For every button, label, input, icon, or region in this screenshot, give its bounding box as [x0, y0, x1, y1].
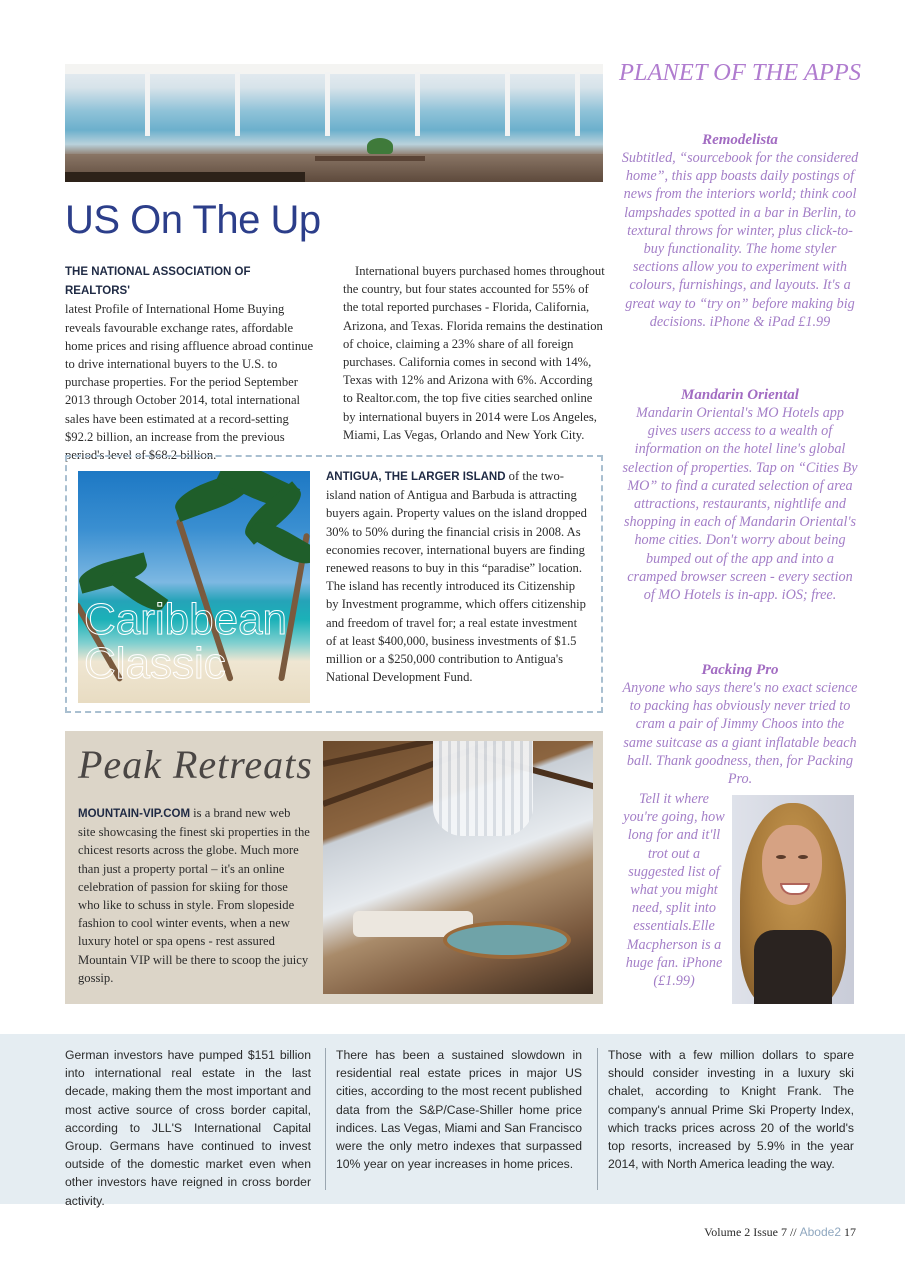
caribbean-text	[326, 467, 588, 686]
caribbean-lead: ANTIGUA, THE LARGER ISLAND	[326, 471, 506, 483]
article-title: US On The Up	[65, 198, 321, 242]
chalet-interior-photo	[323, 741, 593, 994]
app-mandarin-oriental	[620, 387, 860, 604]
app-description: Anyone who says there's no exact science to packing has obviously never tried to cram a pair of Jimmy Choos into the same suitcase as a giant inflatable beach ball. Thank goodness, then, for Packing Pro.	[622, 680, 858, 788]
article-column-2: International buyers purchased homes throughout the country, but four states accounted for 55% of the total reported purchases - Florida, California, Arizona, and Texas. Florida remains the destination of choice, claiming a 23% share of all foreign purchases. California comes in second with 14%, Texas with 12% and Arizona with 6%. According to Realtor.com, the top five cities searched online by international buyers in 2014 were Los Angeles, Miami, Las Vegas, Orlando and New York City.	[343, 264, 605, 442]
app-name: Remodelista	[702, 132, 778, 148]
caribbean-title: Caribbean Classic	[84, 595, 288, 688]
column-divider	[597, 1048, 598, 1190]
magazine-brand: Abode2	[799, 1225, 841, 1239]
news-brief-3: Those with a few million dollars to spare should consider investing in a luxury ski chalet, according to Knight Frank. The company's annual Prime Ski Property Index, which tracks prices across 20 of the world's top resorts, increased by 5.9% in the year 2014, with North America leading the way.	[608, 1048, 854, 1172]
peak-retreats-text	[78, 804, 310, 987]
news-brief-1: German investors have pumped $151 billion into international real estate in the last decade, making them the most important and most active source of cross border capital, according to JLL'S International Capital Group. Germans have continued to invest outside of the domestic market even when other investors have reigned in cross border activity.	[65, 1048, 311, 1208]
column-divider	[325, 1048, 326, 1190]
peak-retreats-title: Peak Retreats	[78, 742, 313, 787]
article-col1-text: latest Profile of International Home Buying reveals favourable exchange rates, affordable home prices and rising affluence abroad continue to drive international buyers to the U.S. to purchase properties. For the period September 2013 through October 2014, total international sales have been estimated at a record-setting $92.2 billion, an increase from the previous period's level of $68.2 billion.	[65, 302, 314, 463]
article-lead: THE NATIONAL ASSOCIATION OF REALTORS'	[65, 266, 251, 298]
sidebar-title: PLANET OF THE APPS	[618, 59, 862, 86]
peak-lead-link[interactable]: MOUNTAIN-VIP.COM	[78, 808, 191, 820]
news-brief-2: There has been a sustained slowdown in residential real estate prices in major US cities, according to the most recent published data from the S&P/Case-Shiller home price indices. Las Vegas, Miami and San Francisco were the only metro indexes that surpassed 10% year on year increases in home prices.	[336, 1048, 582, 1172]
hero-interior-photo	[65, 64, 603, 182]
app-description-continued: Tell it where you're going, how long for and it'll trot out a suggested list of what you might need, split into essentials.Elle Macpherson is a huge fan. iPhone (£1.99)	[623, 791, 725, 990]
page-number: 17	[844, 1225, 856, 1239]
page-footer	[640, 1225, 856, 1240]
app-name: Packing Pro	[701, 662, 779, 678]
article-column-1	[65, 262, 315, 464]
app-description: Subtitled, “sourcebook for the considered home”, this app boasts daily postings of news from the interiors world; think cool lampshades spotted in a bar in Berlin, to textural throws for winter, plus click-to-buy functionality. The home styler sections allow you to experiment with colours, furnishings, and layouts. It's a great way to “try on” before making big decisions. iPhone & iPad £1.99	[621, 150, 859, 330]
app-name: Mandarin Oriental	[681, 387, 799, 403]
peak-body: is a brand new web site showcasing the finest ski properties in the chicest resorts across the globe. Much more than just a property portal – it's an online celebration of passion for skiing for those who like to schuss in style. From slopeside fashion to cool winter events, when a new luxury hotel or spa opens - rest assured Mountain VIP will be there to scoop the juicy gossip.	[78, 806, 310, 985]
app-remodelista	[620, 132, 860, 331]
app-packing-pro	[620, 662, 860, 788]
app-description: Mandarin Oriental's MO Hotels app gives users access to a wealth of information on the hotel line's global selection of properties. Tap on “Cities By MO” to find a curated selection of area attractions, restaurants, nightlife and shopping in each of Mandarin Oriental's home cities. Don't worry about being bumped out of the app and into a cramped browser screen - every section of MO Hotels is in-app. iOS; free.	[622, 405, 858, 604]
portrait-photo	[732, 795, 854, 1004]
caribbean-body: of the two-island nation of Antigua and Barbuda is attracting buyers again. Property values on the island dropped 30% to 50% during the financial crisis in 2008. As economies recover, international buyers are finding renewed reasons to buy in this “paradise” location. The island has recently introduced its Citizenship by Investment programme, which offers citizenship and freedom of travel for; a real estate investment of at least $400,000, business investments of $1.5 million or a $250,000 contribution to Antigua's National Development Fund.	[326, 469, 587, 685]
issue-label: Volume 2 Issue 7 //	[704, 1225, 797, 1239]
